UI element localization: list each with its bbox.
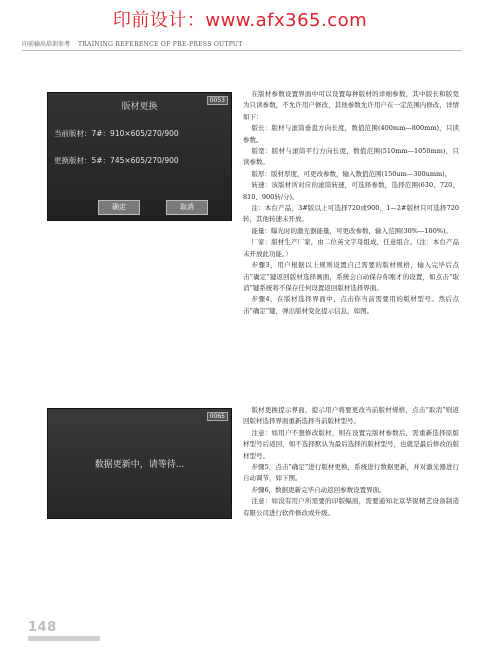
- current-plate-label: 当前版材：: [54, 129, 92, 138]
- paragraph: 厂家：版材生产厂家，由二位英文字母组成，任意组合。（注：本台产品未开放此功能。）: [243, 238, 459, 258]
- current-plate-value: 7#：910×605/270/900: [91, 129, 179, 138]
- data-updating-screenshot: [47, 408, 232, 519]
- page-number: 148: [28, 620, 57, 635]
- body-text-column-bottom: [243, 405, 459, 519]
- change-plate-value: 5#：745×605/270/900: [91, 156, 179, 165]
- updating-message: 数据更新中，请等待...: [94, 460, 185, 470]
- watermark-banner: 印前设计：www.afx365.com: [112, 10, 368, 31]
- page-number-underline: [28, 636, 100, 641]
- paragraph: 步骤4，在版材选择界面中，点击你当前需要用的版材型号。然后点击”确定”键，弹出版材变化提示信息，如图。: [243, 295, 459, 315]
- plate-change-screenshot: [47, 92, 232, 221]
- page-header: [22, 39, 462, 51]
- paragraph: 在版材参数设置界面中可以设置每种版材的详细参数，其中版长和版宽为只读参数，不允许用户修改，其他参数允许用户在一定范围内修改，详情如下：: [243, 90, 459, 121]
- confirm-button[interactable]: 确定: [98, 200, 140, 215]
- paragraph: 注：本台产品，3#版以上可选择720或900，1—2#版材只可选择720转，其他转速未开放。: [243, 204, 459, 224]
- paragraph: 版材更换提示界面，提示用户将要更改当前版材规格，点击“取消”则返回版材选择界面重新选择当前版材型号。: [243, 406, 459, 426]
- body-text-column-top: [243, 89, 459, 317]
- cancel-button[interactable]: 取消: [166, 200, 208, 215]
- header-title-cn: 印前输出培训参考: [22, 41, 71, 48]
- screen-code-badge: 0053: [207, 96, 228, 105]
- paragraph: 版宽：版材与滚筒平行方向长度，数值范围(510mm—1050mm)，只读参数。: [243, 147, 459, 167]
- change-plate-label: 更换版材：: [54, 156, 92, 165]
- paragraph: 步骤5，点击”确定”进行版材更换，系统进行数据更新，并对激光器进行自动调节，如下图。: [243, 463, 459, 483]
- paragraph: 版长：版材与滚筒垂直方向长度，数值范围(400mm—800mm)，只读参数。: [243, 124, 459, 144]
- screen-title: 版材更换: [121, 102, 158, 112]
- screen-code-badge: 0065: [207, 412, 228, 421]
- paragraph: 转速：该版材所对应的滚筒转速，可选择参数，选择范围(630、720、810、900转/分)。: [243, 181, 459, 201]
- paragraph: 注意：如没有用户所需要的印版幅面，需要通知北京华锐精艺设备制造有限公司进行软件修改或升级。: [243, 497, 459, 517]
- paragraph: 能量：曝光时的激光器能量，可更改参数，输入范围(30%—100%)。: [251, 226, 453, 235]
- paragraph: 版厚：版材厚度，可更改参数，输入数值范围(150um—300umm)。: [251, 169, 452, 178]
- paragraph: 注意：如用户不想修改版材，则在设置完版材参数后，需重新选择原版材型号后返回，如不选择默认为最后选择的版材型号，也就是最后修改的版材型号。: [243, 428, 459, 460]
- paragraph: 步骤3，用户根据以上规则设置自己需要的版材规格，输入完毕后点击“确定”键返回版材选择画面，系统会自动保存你刚才的设置，如点击“取消”键系统将不保存任何设置返回版材选择界面。: [243, 261, 459, 292]
- paragraph: 步骤6，数据更新完毕自动返回参数设置界面。: [251, 485, 386, 494]
- current-plate-row: [54, 128, 179, 139]
- change-plate-row: [54, 155, 179, 166]
- header-title-en: TRAINING REFERENCE OF PRE-PRESS OUTPUT: [77, 41, 243, 48]
